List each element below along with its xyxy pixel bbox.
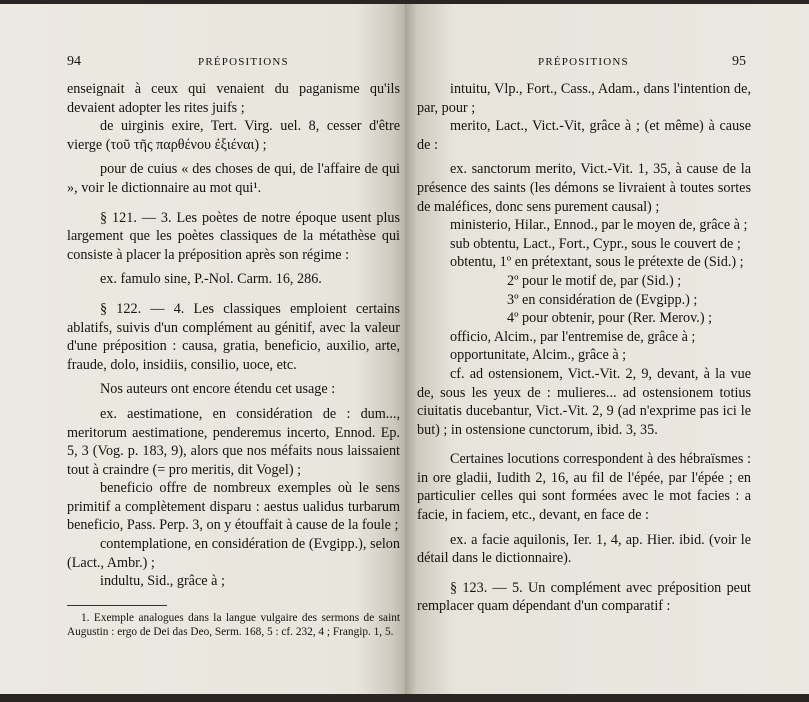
paragraph: obtentu, 1º en prétextant, sous le prétexte de (Sid.) ; xyxy=(450,254,744,271)
running-head-left: PRÉPOSITIONS xyxy=(198,56,289,68)
paragraph: ministerio, Hilar., Ennod., par le moyen de, grâce à ; xyxy=(450,217,748,234)
right-text-column xyxy=(417,80,751,616)
list-item: 4º pour obtenir, pour (Rer. Merov.) ; xyxy=(507,310,713,327)
list-item: 3º en considération de (Evgipp.) ; xyxy=(507,291,698,308)
example: ex. famulo sine, P.-Nol. Carm. 16, 286. xyxy=(100,271,322,288)
paragraph: Nos auteurs ont encore étendu cet usage : xyxy=(100,381,336,398)
paragraph: opportunitate, Alcim., grâce à ; xyxy=(450,347,627,364)
paragraph: pour de cuius « des choses de qui, de l'affaire de qui », voir le dictionnaire au mot qui¹. xyxy=(67,161,400,196)
paragraph: cf. ad ostensionem, Vict.-Vit. 2, 9, devant, à la vue de, sous les yeux de : mulieres... ad ostensionem totius ciuitatis ducebantur, Vict.-Vit. 2, 9 (ad n'exprime pas ici le but) ; in ostensione cunctorum, ibid. 3, 35. xyxy=(417,365,751,438)
paragraph: enseignait à ceux qui venaient du paganisme qu'ils devaient adopter les rites juifs ; xyxy=(67,81,400,116)
running-head-right: PRÉPOSITIONS xyxy=(538,56,629,68)
example: ex. sanctorum merito, Vict.-Vit. 1, 35, à cause de la présence des saints (les démons se livraient à toutes sortes de maléfices, donc sens purement causal) ; xyxy=(417,161,751,215)
left-text-column xyxy=(67,80,400,640)
footnote: 1. Exemple analogues dans la langue vulgaire des sermons de saint Augustin : ergo de Dei das Deo, Serm. 168, 5 : cf. 232, 4 ; Frangip. 1, 5. xyxy=(67,611,400,639)
paragraph: contemplatione, en considération de (Evgipp.), selon (Lact., Ambr.) ; xyxy=(67,536,400,571)
left-page xyxy=(0,4,406,694)
paragraph: Certaines locutions correspondent à des hébraïsmes : in ore gladii, Iudith 2, 16, au fil de l'épée, par l'épée ; en particulier celles qui sont formées avec le mot facies : a facie, in faciem, etc., devant, en face de : xyxy=(417,451,751,524)
paragraph: merito, Lact., Vict.-Vit, grâce à ; (et même) à cause de : xyxy=(417,118,751,153)
section-121: § 121. — 3. Les poètes de notre époque usent plus largement que les poètes classiques de la métathèse qui consiste à placer la préposition après son régime : xyxy=(67,209,400,263)
footnote-rule xyxy=(67,605,167,606)
paragraph: de uirginis exire, Tert. Virg. uel. 8, cesser d'être vierge (τοῦ τῆς παρθένου ἐξιέναι) ; xyxy=(67,118,400,153)
paragraph: intuitu, Vlp., Fort., Cass., Adam., dans l'intention de, par, pour ; xyxy=(417,81,751,116)
page-number-left: 94 xyxy=(67,54,81,69)
section-123: § 123. — 5. Un complément avec préposition peut remplacer quam dépendant d'un comparatif : xyxy=(417,579,751,615)
page-number-right: 95 xyxy=(732,54,746,69)
example: ex. aestimatione, en considération de : dum..., meritorum aestimatione, penderemus incerto, Ennod. Ep. 5, 3 (Vog. p. 183, 9), alors que nos méfaits nous laissaient tout à craindre (= pro meritis, dit Vogel) ; xyxy=(67,405,400,478)
list-item: 2º pour le motif de, par (Sid.) ; xyxy=(507,272,682,289)
paragraph: officio, Alcim., par l'entremise de, grâce à ; xyxy=(450,328,696,345)
paragraph: indultu, Sid., grâce à ; xyxy=(100,573,225,590)
section-122: § 122. — 4. Les classiques emploient certains ablatifs, suivis d'un complément au génitif, avec la valeur d'une préposition : causa, gratia, beneficio, auxilio, arte, fraude, dolo, insidiis, consilio, uoce, etc. xyxy=(67,300,400,373)
right-page xyxy=(405,4,809,694)
paragraph: sub obtentu, Lact., Fort., Cypr., sous le couvert de ; xyxy=(450,235,741,252)
example: ex. a facie aquilonis, Ier. 1, 4, ap. Hier. ibid. (voir le détail dans le dictionnaire). xyxy=(417,531,751,567)
paragraph: beneficio offre de nombreux exemples où le sens primitif a complètement disparu : aestus ualidus turbarum beneficio, Pass. Perp. 3, on y étouffait à cause de la foule ; xyxy=(67,480,400,534)
